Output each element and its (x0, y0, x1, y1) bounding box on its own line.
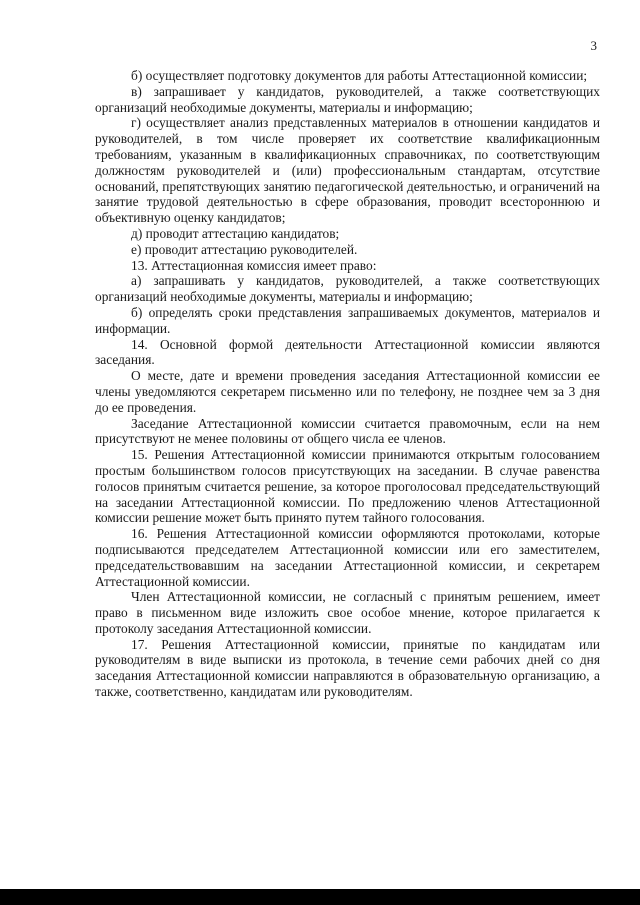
clause-16: 16. Решения Аттестационной комиссии оформляются протоколами, которые подписываются председателем Аттестационной комиссии или его заместителем, председательствовавшим на заседании Аттестационной комиссии, и секретарем Аттестационной комиссии. (95, 526, 600, 589)
clause-15: 15. Решения Аттестационной комиссии принимаются открытым голосованием простым большинством голосов присутствующих на заседании. В случае равенства голосов принятым считается решение, за которое проголосовал председательствующий на заседании Аттестационной комиссии. По предложению членов Аттестационной комиссии решение может быть принято путем тайного голосования. (95, 447, 600, 526)
paragraph-b-documents: б) осуществляет подготовку документов для работы Аттестационной комиссии; (131, 68, 588, 83)
page-number: 3 (590, 38, 597, 53)
paragraph-d-candidates: д) проводит аттестацию кандидатов; (131, 225, 340, 241)
clause-17: 17. Решения Аттестационной комиссии, принятые по кандидатам или руководителям в виде выписки из протокола, в течение семи рабочих дней со дня заседания Аттестационной комиссии направляются в образовательную организацию, а также, соответственно, кандидатам или руководителям. (95, 636, 600, 700)
paragraph-g-analysis: г) осуществляет анализ представленных материалов в отношении кандидатов и руководителей, в том числе проверяет их соответствие квалификационным требованиям, указанным в квалификационных справочниках, по соответствующим должностям руководителей и (или) профессиональным стандартам, отсутствие оснований, препятствующих занятию педагогической деятельностью, и ограничений на занятие трудовой деятельностью в сфере образования, проводит всестороннюю и объективную оценку кандидатов; (95, 115, 600, 226)
document-body (95, 68, 600, 700)
scan-bottom-edge (0, 889, 640, 905)
clause-13-heading: 13. Аттестационная комиссия имеет право: (131, 257, 377, 273)
clause-13-a: а) запрашивать у кандидатов, руководителей, а также соответствующих организаций необходимые документы, материалы и информацию; (95, 273, 600, 305)
paragraph-v-requests: в) запрашивает у кандидатов, руководителей, а также соответствующих организаций необходимые документы, материалы и информацию; (95, 83, 600, 115)
paragraph-quorum: Заседание Аттестационной комиссии считается правомочным, если на нем присутствуют не менее половины от общего числа ее членов. (95, 415, 600, 447)
paragraph-meeting-notice: О месте, дате и времени проведения заседания Аттестационной комиссии ее члены уведомляются секретарем письменно или по телефону, не позднее чем за 3 дня до ее проведения. (95, 368, 600, 415)
paragraph-e-heads: е) проводит аттестацию руководителей. (131, 241, 358, 257)
clause-13-b: б) определять сроки представления запрашиваемых документов, материалов и информации. (95, 304, 600, 336)
paragraph-dissent: Член Аттестационной комиссии, не согласный с принятым решением, имеет право в письменном виде изложить свое особое мнение, которое прилагается к протоколу заседания Аттестационной комиссии. (95, 589, 600, 636)
clause-14: 14. Основной формой деятельности Аттестационной комиссии являются заседания. (95, 336, 600, 368)
